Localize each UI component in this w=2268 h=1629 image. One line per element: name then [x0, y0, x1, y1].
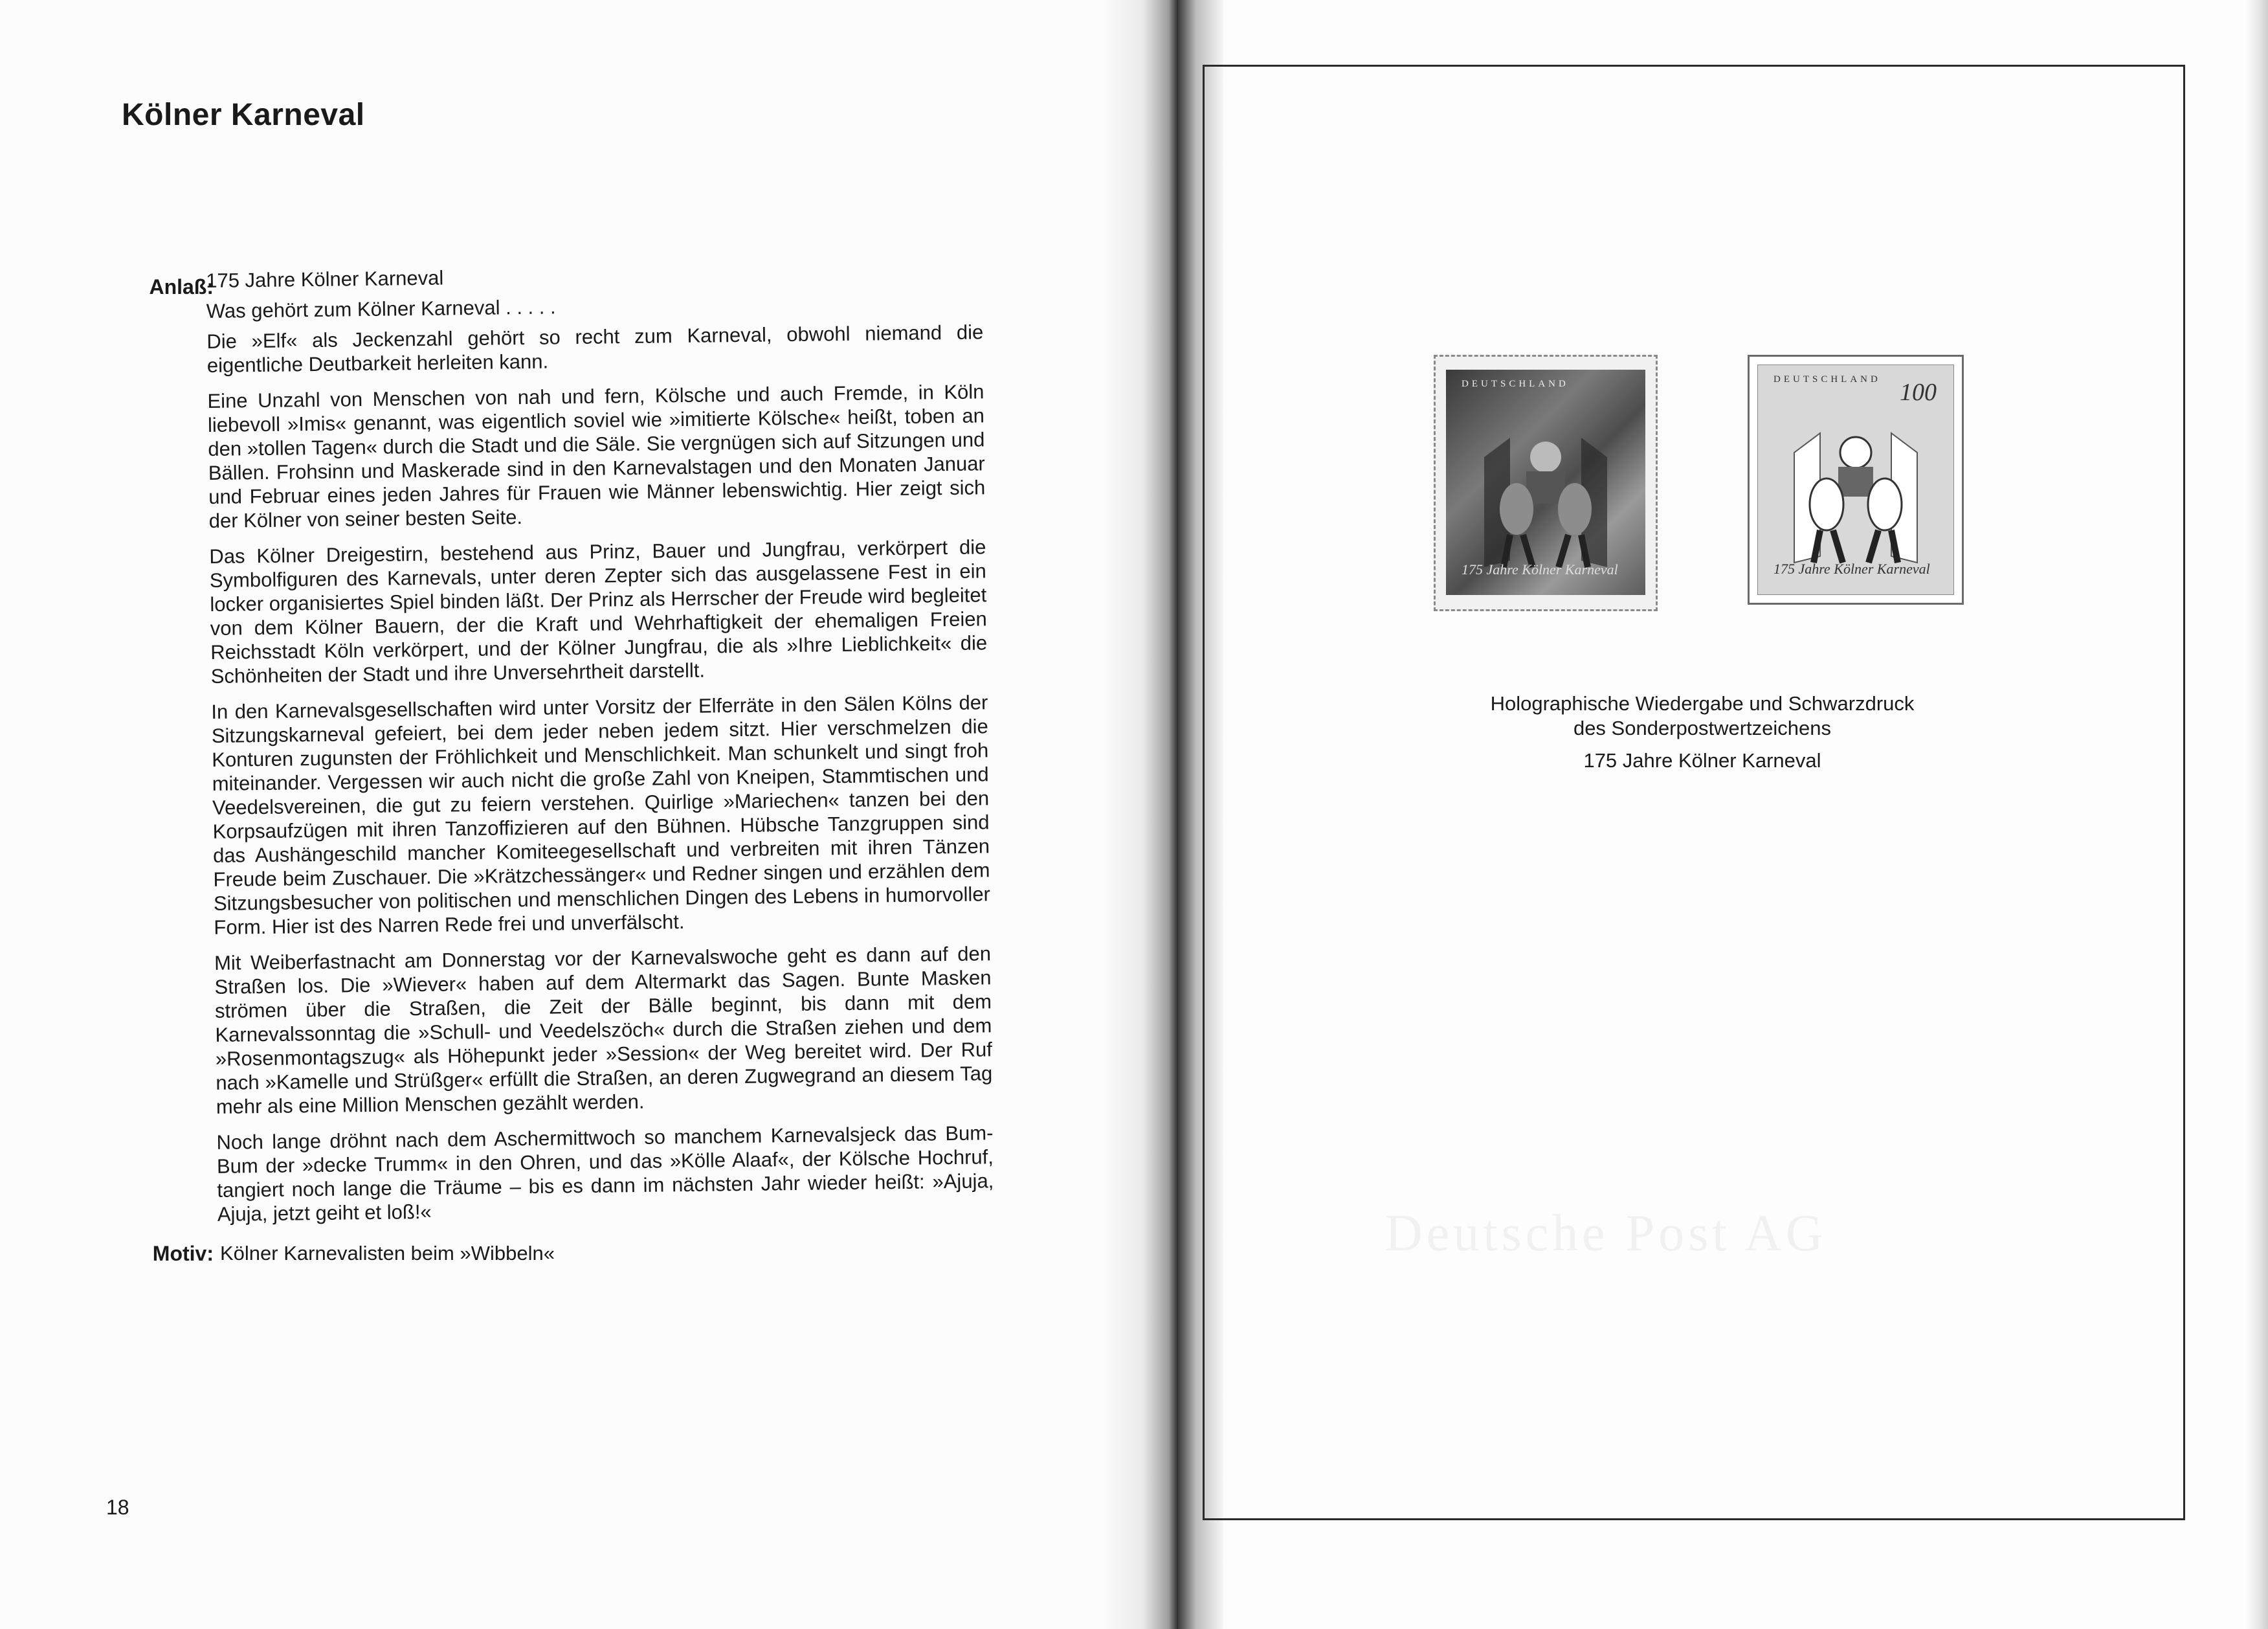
- caption-line: 175 Jahre Kölner Karneval: [1583, 749, 1821, 772]
- motiv-value: Kölner Karnevalisten beim »Wibbeln«: [220, 1242, 555, 1264]
- anlass-value: 175 Jahre Kölner Karneval: [206, 266, 444, 292]
- stamp-country: DEUTSCHLAND: [1773, 374, 1881, 385]
- stamp-value: 100: [1900, 379, 1937, 406]
- stamp-caption: [1405, 691, 2000, 773]
- motiv-label: Motiv:: [152, 1242, 214, 1265]
- paragraph: Die »Elf« als Jeckenzahl gehört so recht zum Karneval, obwohl niemand die eigentliche Deutbarkeit herleiten kann.: [206, 320, 984, 377]
- carnival-figures-illustration: [1471, 431, 1620, 574]
- paragraph: Eine Unzahl von Menschen von nah und fern, Kölsche und auch Fremde, in Köln liebevoll »Imis« genannt, was eigentlich soviel wie »imitierte Kölsche« heißt, toben an den »tollen Tagen« durch die Stadt und die Säle. Sie vergnügen sich auf Sitzungen und Bällen. Frohsinn und Maskerade sind in den Karnevalstagen und den Monaten Januar und Februar eines jeden Jahres für Frauen wie Männer lebenswichtig. Hier zeigt sich der Kölner von seiner besten Seite.: [207, 380, 986, 532]
- caption-line: Holographische Wiedergabe und Schwarzdruck: [1490, 692, 1915, 715]
- stamp-inscription: 175 Jahre Kölner Karneval: [1462, 561, 1618, 578]
- paragraph: Noch lange dröhnt nach dem Aschermittwoch so manchem Karnevalsjeck das Bum-Bum der »decke Trumm« in den Ohren, und das »Kölle Alaaf«, der Kölsche Hochruf, tangiert noch lange die Träume – bis es dann im nächsten Jahr wieder heißt: »Ajuja, Ajuja, jetzt geiht et loß!«: [216, 1121, 994, 1226]
- article-body: [206, 259, 994, 1238]
- page-edge: [2246, 0, 2268, 1629]
- paragraph: Was gehört zum Kölner Karneval . . . . .: [206, 295, 556, 322]
- stamp-inscription: 175 Jahre Kölner Karneval: [1773, 561, 1930, 577]
- anlass-label: Anlaß:: [149, 275, 214, 298]
- stamp-sheet-frame: [1203, 65, 2185, 1520]
- holographic-stamp: [1434, 355, 1658, 611]
- carnival-figures-illustration: [1781, 427, 1930, 569]
- page-number: 18: [106, 1496, 129, 1519]
- black-print-stamp: [1748, 355, 1964, 605]
- paragraph: Das Kölner Dreigestirn, bestehend aus Prinz, Bauer und Jungfrau, verkörpert die Symbolfiguren des Karnevals, unter deren Zepter sich das ausgelassene Fest in ein locker organisiertes Spiel binden läßt. Der Prinz als Herrscher der Freude wird begleitet von dem Kölner Bauern, der die Kraft und Wehrhaftigkeit der ehemaligen Freien Reichsstadt Köln verkörpert, und der Kölner Jungfrau, die als »Ihre Lieblichkeit« die Schönheiten der Stadt und ihre Unversehrtheit darstellt.: [209, 535, 988, 688]
- embossed-watermark: Deutsche Post AG: [1385, 1205, 1827, 1262]
- stamp-country: DEUTSCHLAND: [1462, 379, 1569, 389]
- holographic-stamp-image: [1446, 370, 1645, 595]
- book-gutter: [1100, 0, 1178, 1629]
- caption-line: des Sonderpostwertzeichens: [1573, 717, 1832, 739]
- black-print-stamp-image: [1757, 365, 1954, 595]
- page-title: Kölner Karneval: [122, 98, 365, 132]
- paragraph: In den Karnevalsgesellschaften wird unter Vorsitz der Elferräte in den Sälen Kölns der Sitzungskarneval gefeiert, bei dem jeder neben jedem sitzt. Hier verschmelzen die Konturen zugunsten der Fröhlichkeit und Menschlichkeit. Man schunkelt und singt froh miteinander. Vergessen wir auch nicht die große Zahl von Kneipen, Stammtischen und Veedelsvereinen, die gut zu feiern verstehen. Quirlige »Mariechen« tanzen bei den Korpsaufzügen mit ihren Tanzoffizieren auf den Bühnen. Hübsche Tanzgruppen sind das Aushängeschild mancher Komiteegesellschaft und verbreiten mit ihren Tänzen Freude beim Zuschauer. Die »Krätzchessänger« und Redner singen und erzählen dem Sitzungsbesucher von politischen und menschlichen Dingen des Lebens in humorvoller Form. Hier ist des Narren Rede frei und unverfälscht.: [211, 691, 991, 939]
- paragraph: Mit Weiberfastnacht am Donnerstag vor der Karnevalswoche geht es dann auf den Straßen los. Die »Wiever« haben auf dem Altermarkt das Sagen. Bunte Masken strömen über die Straßen, die Zeit der Bälle beginnt, bis dann mit dem Karnevalssonntag die »Schull- und Veedelszöch« durch die Straßen ziehen und dem »Rosenmontagszug« als Höhepunkt jeder »Session« der Weg bereitet wird. Der Ruf nach »Kamelle und Strüßger« erfüllt die Straßen, an deren Zugwegrand an diesem Tag mehr als eine Million Menschen gezählt werden.: [214, 942, 993, 1118]
